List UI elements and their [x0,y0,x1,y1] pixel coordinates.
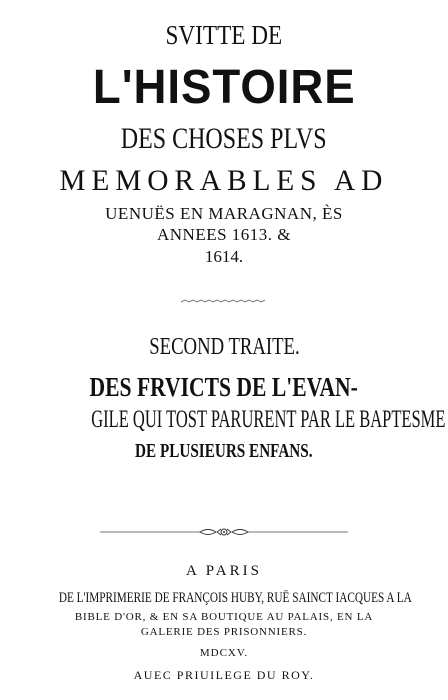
main-title: L'HISTOIRE [92,61,356,114]
section-title: SECOND TRAITE. [148,334,300,360]
section-subtitle-2: GILE QUI TOST PARURENT PAR LE BAPTESME [91,406,446,433]
ornament-divider-icon [181,298,267,304]
title-line-3: DES CHOSES PLVS [121,122,327,155]
title-line-1: SVITTE DE [165,20,283,50]
title-line-4: MEMORABLES AD [59,164,389,197]
section-subtitle-3: DE PLUSIEURS ENFANS. [135,440,313,462]
imprint-printer-line-2: BIBLE D'OR, & EN SA BOUTIQUE AU PALAIS, EN LA [74,611,374,623]
imprint-year: MDCXV. [199,647,249,659]
title-line-7: 1614. [204,247,244,266]
fleuron-rule-icon [100,525,348,539]
imprint-printer-line-3: GALERIE DES PRISONNIERS. [140,626,308,638]
imprint-city: A PARIS [186,563,262,579]
section-subtitle-1: DES FRVICTS DE L'EVAN- [89,372,359,402]
title-line-6: ANNEES 1613. & [156,225,292,244]
imprint-privilege: AUEC PRIUILEGE DU ROY. [133,668,315,682]
title-line-5: UENUËS EN MARAGNAN, ÈS [105,204,343,223]
imprint-printer-line-1: DE L'IMPRIMERIE DE FRANÇOIS HUBY, RUË SAINCT IACQUES A LA [58,590,412,606]
